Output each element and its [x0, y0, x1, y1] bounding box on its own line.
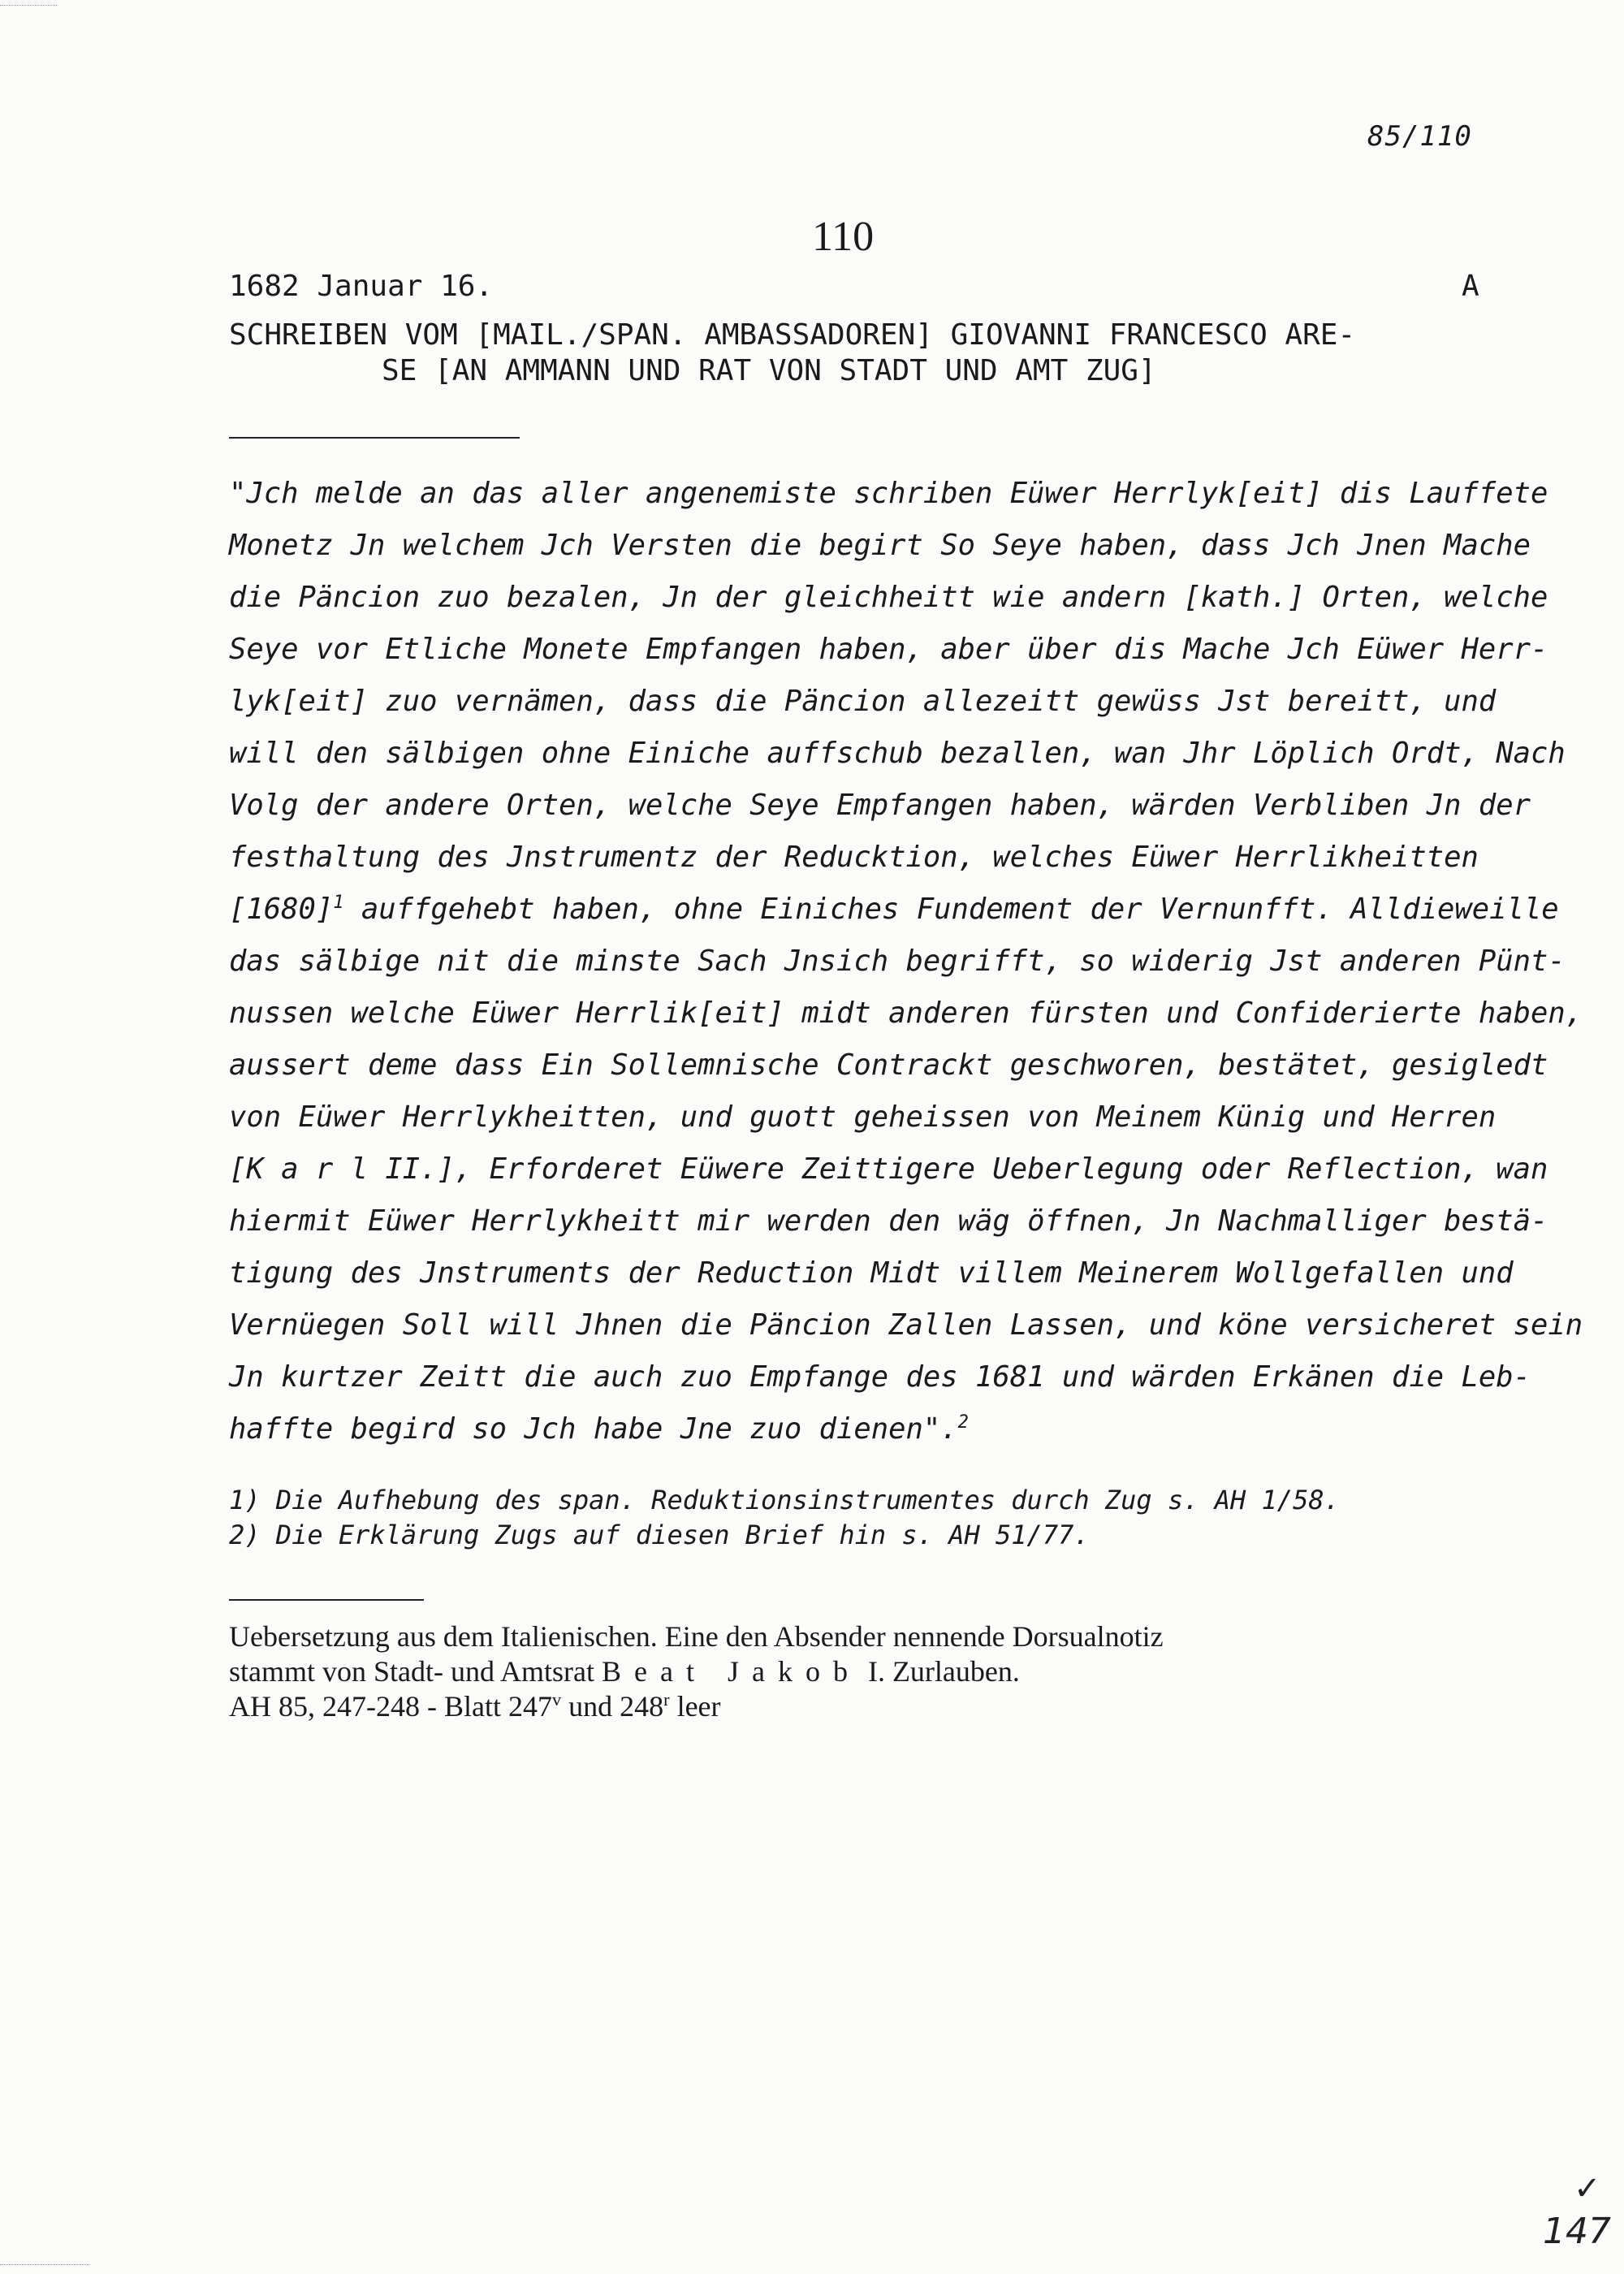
body-line: von Eüwer Herrlykheitten, und guott geheissen von Meinem Künig und Herren: [229, 1100, 1497, 1134]
body-line: das sälbige nit die minste Sach Jnsich begrifft, so widerig Jst anderen Pünt-: [229, 945, 1566, 978]
document-reference: 85/110: [1367, 120, 1472, 153]
spaced-name: [K a r l II.]: [229, 1152, 455, 1186]
note-line-1: Uebersetzung aus dem Italienischen. Eine den Absender nennende Dorsualnotiz: [229, 1620, 1164, 1653]
body-line: lyk[eit] zuo vernämen, dass die Päncion allezeitt gewüss Jst bereitt, und: [229, 685, 1497, 718]
body-line: tigung des Jnstruments der Reduction Midt villem Meinerem Wollgefallen und: [229, 1256, 1514, 1290]
note-sup: v: [551, 1689, 562, 1710]
check-mark-icon: ✓: [1574, 2170, 1601, 2207]
body-line: nussen welche Eüwer Herrlik[eit] midt anderen fürsten und Confiderierte haben,: [229, 996, 1583, 1030]
body-line: [229, 893, 1559, 926]
body-text: [1680]: [229, 893, 334, 926]
note-text: leer: [669, 1690, 721, 1723]
document-title-line-1: SCHREIBEN VOM [MAIL./SPAN. AMBASSADOREN] GIOVANNI FRANCESCO ARE-: [229, 318, 1356, 352]
section-divider-bottom: [229, 1599, 424, 1601]
scan-artifact: [0, 2264, 89, 2265]
document-number: 110: [812, 214, 875, 260]
footnote-2: 2) Die Erklärung Zugs auf diesen Brief hin s. AH 51/77.: [229, 1520, 1090, 1550]
scan-artifact: [0, 5, 57, 6]
body-line: Monetz Jn welchem Jch Versten die begirt So Seye haben, dass Jch Jnen Mache: [229, 529, 1531, 562]
body-text: haffte begird so Jch habe Jne zuo dienen".: [229, 1412, 958, 1446]
spaced-name: Beat Jakob: [601, 1655, 861, 1688]
note-line-2: [229, 1654, 1020, 1688]
note-text: I. Zurlauben.: [860, 1655, 1020, 1688]
body-line: will den sälbigen ohne Einiche auffschub bezallen, wan Jhr Löplich Ordt, Nach: [229, 737, 1566, 770]
body-line: [229, 1152, 1548, 1186]
body-line: "Jch melde an das aller angenemiste schriben Eüwer Herrlyk[eit] dis Lauffete: [229, 477, 1548, 510]
document-marker: A: [1462, 270, 1479, 303]
note-text: AH 85, 247-248 - Blatt 247: [229, 1690, 552, 1723]
note-text: und 248: [561, 1690, 664, 1723]
body-line: die Päncion zuo bezalen, Jn der gleichheitt wie andern [kath.] Orten, welche: [229, 581, 1548, 614]
document-date: 1682 Januar 16.: [229, 270, 494, 303]
footnote-ref-1: 1: [333, 893, 344, 914]
body-line: Volg der andere Orten, welche Seye Empfangen haben, wärden Verbliben Jn der: [229, 789, 1531, 822]
section-divider-top: [229, 437, 520, 439]
footnote-1: 1) Die Aufhebung des span. Reduktionsinstrumentes durch Zug s. AH 1/58.: [229, 1485, 1340, 1515]
body-line: Jn kurtzer Zeitt die auch zuo Empfange des 1681 und wärden Erkänen die Leb-: [229, 1360, 1531, 1394]
body-line: Vernüegen Soll will Jhnen die Päncion Zallen Lassen, und köne versicheret sein: [229, 1308, 1583, 1342]
document-title-line-2: SE [AN AMMANN UND RAT VON STADT UND AMT ZUG]: [382, 354, 1156, 387]
note-sup: r: [663, 1689, 670, 1710]
body-line: festhaltung des Jnstrumentz der Reducktion, welches Eüwer Herrlikheitten: [229, 841, 1479, 874]
body-text: auffgehebt haben, ohne Einiches Fundement der Vernunfft. Alldieweille: [343, 893, 1559, 926]
note-text: stammt von Stadt- und Amtsrat: [229, 1655, 602, 1688]
body-line: [229, 1412, 969, 1446]
body-line: hiermit Eüwer Herrlykheitt mir werden den wäg öffnen, Jn Nachmalliger bestä-: [229, 1204, 1548, 1238]
body-line: Seye vor Etliche Monete Empfangen haben, aber über dis Mache Jch Eüwer Herr-: [229, 633, 1548, 666]
body-text: , Erforderet Eüwere Zeittigere Ueberlegung oder Reflection, wan: [454, 1152, 1548, 1186]
handwritten-page-number: 147: [1543, 2211, 1611, 2252]
note-line-3: [229, 1689, 721, 1723]
footnote-ref-2: 2: [957, 1412, 969, 1433]
body-line: aussert deme dass Ein Sollemnische Contrackt geschworen, bestätet, gesigledt: [229, 1048, 1548, 1082]
